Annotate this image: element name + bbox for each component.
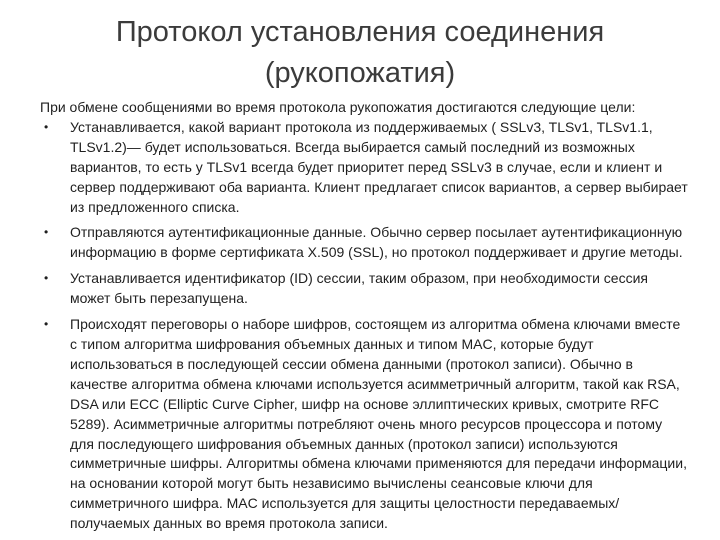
bullet-text: Устанавливается, какой вариант протокола из поддерживаемых ( SSLv3, TLSv1, TLSv1.1, TLSv1.2)— будет использоваться. Всегда выбирается самый последний из возможных вариантов, то есть у TLSv1 всегда будет приоритет перед SSLv3 в случае, если и клиент и сервер поддерживают оба варианта. Клиент предлагает список вариантов, а сервер выбирает из предложенного списка. xyxy=(70,118,688,215)
bullet-item xyxy=(40,118,688,218)
bullet-text: Происходят переговоры о наборе шифров, состоящем из алгоритма обмена ключами вместе с типом алгоритма шифрования объемных данных и типом MAC, которые будут использоваться в последующей сессии обмена данными (протокол записи). Обычно в качестве алгоритма обмена ключами используется асимметричный алгоритм, такой как RSA, DSA или ECC (Elliptic Curve Cipher, шифр на основе эллиптических кривых, смотрите RFC 5289). Асимметричные алгоритмы потребляют очень много ресурсов процессора и потому для последующего шифрования объемных данных (протокол записи) используются симметричные шифры. Алгоритмы обмена ключами применяются для передачи информации, на основании которой могут быть независимо вычислены сеансовые ключи для симметричного шифра. MAC используется для защиты целостности передаваемых/получаемых данных во время протокола записи. xyxy=(70,316,687,532)
bullet-item xyxy=(40,315,688,534)
bullet-item xyxy=(40,223,688,263)
bullet-item xyxy=(40,269,688,309)
title-line-1: Протокол установления соединения xyxy=(115,16,605,48)
intro-text: При обмене сообщениями во время протокола рукопожатия достигаются следующие цели: xyxy=(40,99,636,115)
slide-body xyxy=(40,98,688,534)
slide-title xyxy=(40,12,680,94)
bullet-dot-icon: • xyxy=(44,317,49,332)
bullet-dot-icon: • xyxy=(44,271,49,286)
bullet-list xyxy=(40,118,688,534)
bullet-text: Отправляются аутентификационные данные. Обычно сервер посылает аутентификационную информацию в форме сертификата X.509 (SSL), но протокол поддерживает и другие методы. xyxy=(70,224,683,261)
title-line-2: (рукопожатия) xyxy=(264,57,456,89)
bullet-dot-icon: • xyxy=(44,119,49,134)
bullet-dot-icon: • xyxy=(44,225,49,240)
bullet-text: Устанавливается идентификатор (ID) сессии, таким образом, при необходимости сессия может быть перезапущена. xyxy=(70,270,648,307)
